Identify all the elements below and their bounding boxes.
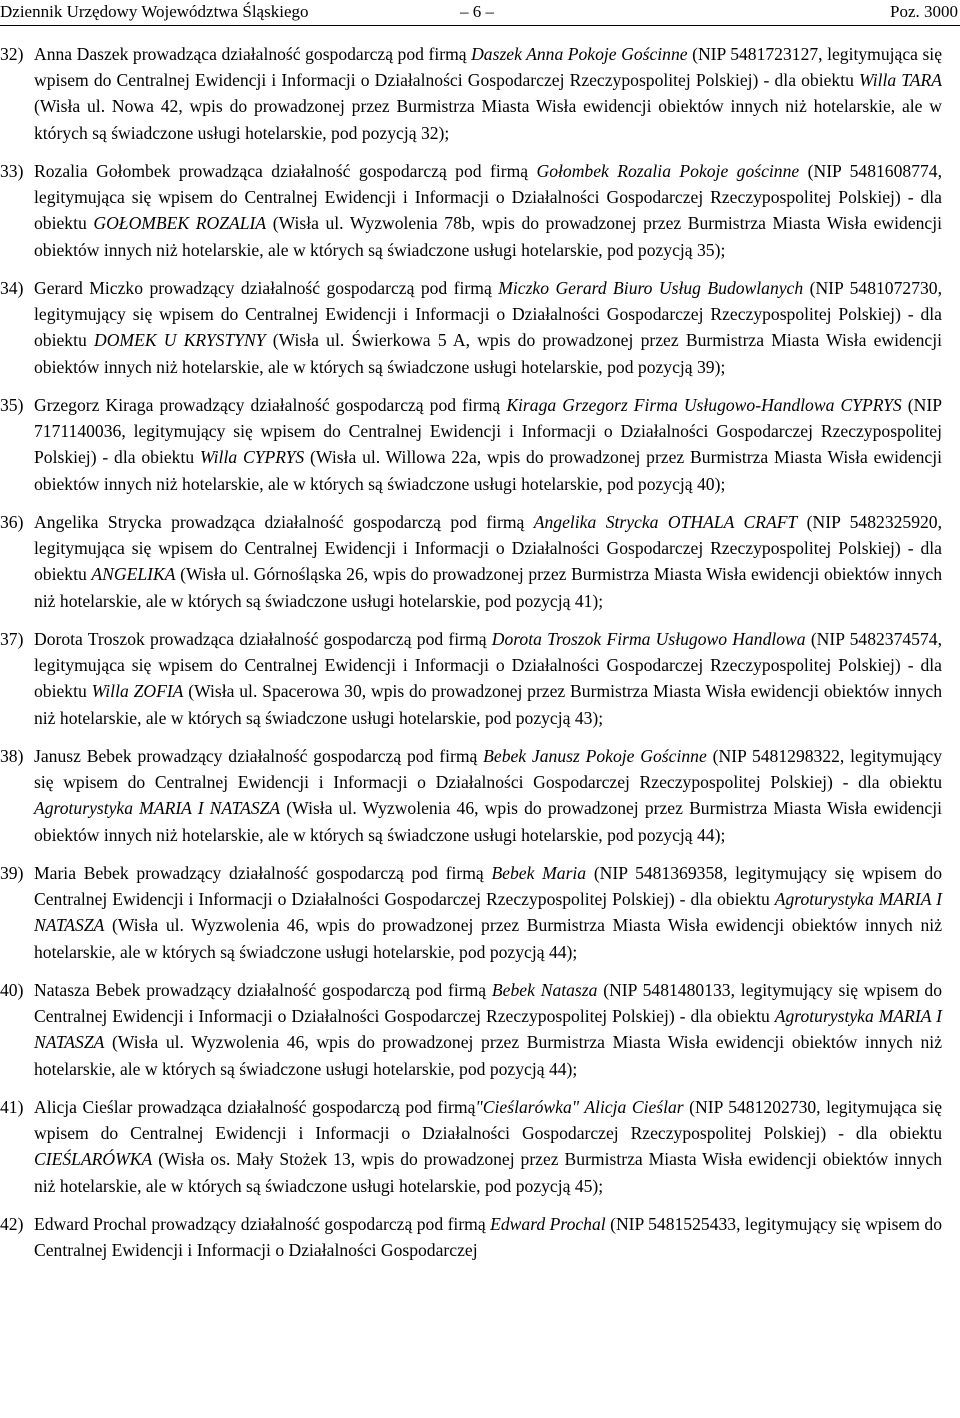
entries-list	[0, 41, 942, 1263]
entry-38	[0, 743, 942, 848]
position-number: Poz. 3000	[890, 2, 958, 21]
object-name: CIEŚLARÓWKA	[34, 1149, 153, 1170]
firm-name: Daszek Anna Pokoje Gościnne	[471, 44, 688, 64]
page-number: – 6 –	[460, 2, 494, 21]
entry-33	[0, 158, 942, 263]
entry-number: 34)	[0, 278, 24, 298]
entry-34	[0, 275, 942, 380]
entry-39	[0, 860, 942, 965]
object-name: GOŁOMBEK ROZALIA	[93, 213, 267, 234]
entry-text: (NIP 5481369358, legitymujący się wpisem do Centralnej Ewidencji i Informacji o Działalności Gospodarczej Rzeczypospolitej Polskiej) - dla obiektu	[34, 863, 942, 910]
entry-41	[0, 1094, 942, 1199]
entry-text: (NIP 5481723127, legitymująca się wpisem do Centralnej Ewidencji i Informacji o Działalności Gospodarczej Rzeczypospolitej Polskiej) - dla obiektu	[34, 44, 943, 91]
object-name: Willa CYPRYS	[199, 447, 305, 468]
firm-name: Dorota Troszok Firma Usługowo Handlowa	[491, 629, 806, 649]
entry-number: 35)	[0, 395, 24, 415]
entry-number: 39)	[0, 863, 24, 883]
firm-name: Bebek Maria	[491, 863, 587, 883]
object-name: Agroturystyka MARIA I NATASZA	[34, 889, 943, 936]
entry-text: (NIP 5482325920, legitymująca się wpisem do Centralnej Ewidencji i Informacji o Działalności Gospodarczej Rzeczypospolitej Polskiej) - dla obiektu	[34, 512, 943, 585]
entry-number: 32)	[0, 44, 24, 64]
entry-text: Gerard Miczko prowadzący działalność gospodarczą pod firmą	[34, 278, 499, 298]
object-name: ANGELIKA	[91, 564, 176, 585]
firm-name: Miczko Gerard Biuro Usług Budowlanych	[498, 278, 804, 298]
firm-name: Bebek Natasza	[491, 980, 598, 1000]
entry-text: (Wisła ul. Wyzwolenia 46, wpis do prowadzonej przez Burmistrza Miasta Wisła ewidencji obiektów innych niż hotelarskie, ale w których są świadczone usługi hotelarskie, pod pozycją 44);	[34, 798, 942, 845]
entry-text: Angelika Strycka prowadząca działalność gospodarczą pod firmą	[34, 512, 534, 532]
entry-number: 41)	[0, 1097, 24, 1117]
entry-37	[0, 626, 942, 731]
entry-text: (Wisła ul. Wyzwolenia 78b, wpis do prowadzonej przez Burmistrza Miasta Wisła ewidencji obiektów innych niż hotelarskie, ale w których są świadczone usługi hotelarskie, pod pozycją 35);	[34, 213, 943, 260]
object-name: Willa ZOFIA	[91, 681, 184, 702]
entry-number: 38)	[0, 746, 24, 766]
entry-text: Natasza Bebek prowadzący działalność gospodarczą pod firmą	[34, 980, 492, 1000]
entry-text: (Wisła ul. Spacerowa 30, wpis do prowadzonej przez Burmistrza Miasta Wisła ewidencji obiektów innych niż hotelarskie, ale w których są świadczone usługi hotelarskie, pod pozycją 43);	[34, 681, 942, 728]
entry-text: (NIP 5481480133, legitymujący się wpisem do Centralnej Ewidencji i Informacji o Działalności Gospodarczej Rzeczypospolitej Polskiej) - dla obiektu	[34, 980, 942, 1027]
firm-name: Edward Prochal	[490, 1214, 606, 1234]
entry-text: (Wisła os. Mały Stożek 13, wpis do prowadzonej przez Burmistrza Miasta Wisła ewidencji obiektów innych niż hotelarskie, ale w których są świadczone usługi hotelarskie, pod pozycją 45);	[34, 1149, 942, 1196]
entry-number: 42)	[0, 1214, 24, 1234]
firm-name: Bebek Janusz Pokoje Gościnne	[483, 746, 707, 766]
entry-text: (Wisła ul. Wyzwolenia 46, wpis do prowadzonej przez Burmistrza Miasta Wisła ewidencji obiektów innych niż hotelarskie, ale w których są świadczone usługi hotelarskie, pod pozycją 44);	[34, 1032, 942, 1079]
object-name: Willa TARA	[859, 70, 942, 91]
object-name: DOMEK U KRYSTYNY	[94, 330, 266, 351]
entry-text: (NIP 5481608774, legitymująca się wpisem do Centralnej Ewidencji i Informacji o Działalności Gospodarczej Rzeczypospolitej Polskiej) - dla obiektu	[34, 161, 942, 234]
entry-text: Rozalia Gołombek prowadząca działalność gospodarczą pod firmą	[34, 161, 537, 181]
entry-number: 36)	[0, 512, 24, 532]
entry-number: 33)	[0, 161, 24, 181]
entry-text: (NIP 7171140036, legitymujący się wpisem do Centralnej Ewidencji i Informacji o Działalności Gospodarczej Rzeczypospolitej Polskiej) - dla obiektu	[34, 395, 943, 468]
entry-text: (Wisła ul. Nowa 42, wpis do prowadzonej przez Burmistrza Miasta Wisła ewidencji obiektów innych niż hotelarskie, ale w których są świadczone usługi hotelarskie, pod pozycją 32);	[34, 96, 942, 143]
entry-36	[0, 509, 942, 614]
entry-number: 40)	[0, 980, 24, 1000]
entry-text: Grzegorz Kiraga prowadzący działalność gospodarczą pod firmą	[34, 395, 507, 415]
entry-text: Alicja Cieślar prowadząca działalność gospodarczą pod firmą	[34, 1097, 476, 1117]
entry-text: (Wisła ul. Górnośląska 26, wpis do prowadzonej przez Burmistrza Miasta Wisła ewidencji obiektów innych niż hotelarskie, ale w których są świadczone usługi hotelarskie, pod pozycją 41);	[34, 564, 943, 611]
entry-text: (NIP 5481525433, legitymujący się wpisem do Centralnej Ewidencji i Informacji o Działalności Gospodarczej	[34, 1214, 942, 1261]
object-name: Agroturystyka MARIA I NATASZA	[34, 798, 281, 819]
entry-text: (Wisła ul. Świerkowa 5 A, wpis do prowadzonej przez Burmistrza Miasta Wisła ewidencji obiektów innych niż hotelarskie, ale w których są świadczone usługi hotelarskie, pod pozycją 39);	[34, 330, 942, 377]
entry-text: (Wisła ul. Wyzwolenia 46, wpis do prowadzonej przez Burmistrza Miasta Wisła ewidencji obiektów innych niż hotelarskie, ale w których są świadczone usługi hotelarskie, pod pozycją 44);	[34, 915, 942, 962]
journal-title: Dziennik Urzędowy Województwa Śląskiego	[0, 2, 309, 21]
firm-name: Kiraga Grzegorz Firma Usługowo-Handlowa CYPRYS	[506, 395, 902, 415]
entry-32	[0, 41, 942, 146]
object-name: Agroturystyka MARIA I NATASZA	[34, 1006, 943, 1053]
entry-text: Janusz Bebek prowadzący działalność gospodarczą pod firmą	[34, 746, 484, 766]
firm-name: Gołombek Rozalia Pokoje gościnne	[536, 161, 800, 181]
page-header	[0, 0, 960, 26]
entry-text: (NIP 5481202730, legitymująca się wpisem do Centralnej Ewidencji i Informacji o Działalności Gospodarczej Rzeczypospolitej Polskiej) - dla obiektu	[34, 1097, 942, 1144]
entry-text: (Wisła ul. Willowa 22a, wpis do prowadzonej przez Burmistrza Miasta Wisła ewidencji obiektów innych niż hotelarskie, ale w których są świadczone usługi hotelarskie, pod pozycją 40);	[34, 447, 942, 494]
entry-text: (NIP 5482374574, legitymująca się wpisem do Centralnej Ewidencji i Informacji o Działalności Gospodarczej Rzeczypospolitej Polskiej) - dla obiektu	[34, 629, 942, 702]
entry-text: Edward Prochal prowadzący działalność gospodarczą pod firmą	[34, 1214, 491, 1234]
entry-text: Anna Daszek prowadząca działalność gospodarczą pod firmą	[34, 44, 472, 64]
entry-35	[0, 392, 942, 497]
entry-text: (NIP 5481298322, legitymujący się wpisem do Centralnej Ewidencji i Informacji o Działalności Gospodarczej Rzeczypospolitej Polskiej) - dla obiektu	[34, 746, 942, 793]
entry-40	[0, 977, 942, 1082]
entry-text: (NIP 5481072730, legitymujący się wpisem do Centralnej Ewidencji i Informacji o Działalności Gospodarczej Rzeczypospolitej Polskiej) - dla obiektu	[34, 278, 942, 351]
firm-name: Angelika Strycka OTHALA CRAFT	[533, 512, 798, 532]
entry-text: Dorota Troszok prowadząca działalność gospodarczą pod firmą	[34, 629, 492, 649]
firm-name: "Cieślarówka" Alicja Cieślar	[475, 1097, 684, 1117]
entry-42	[0, 1211, 942, 1263]
entry-text: Maria Bebek prowadzący działalność gospodarczą pod firmą	[34, 863, 492, 883]
entry-number: 37)	[0, 629, 24, 649]
